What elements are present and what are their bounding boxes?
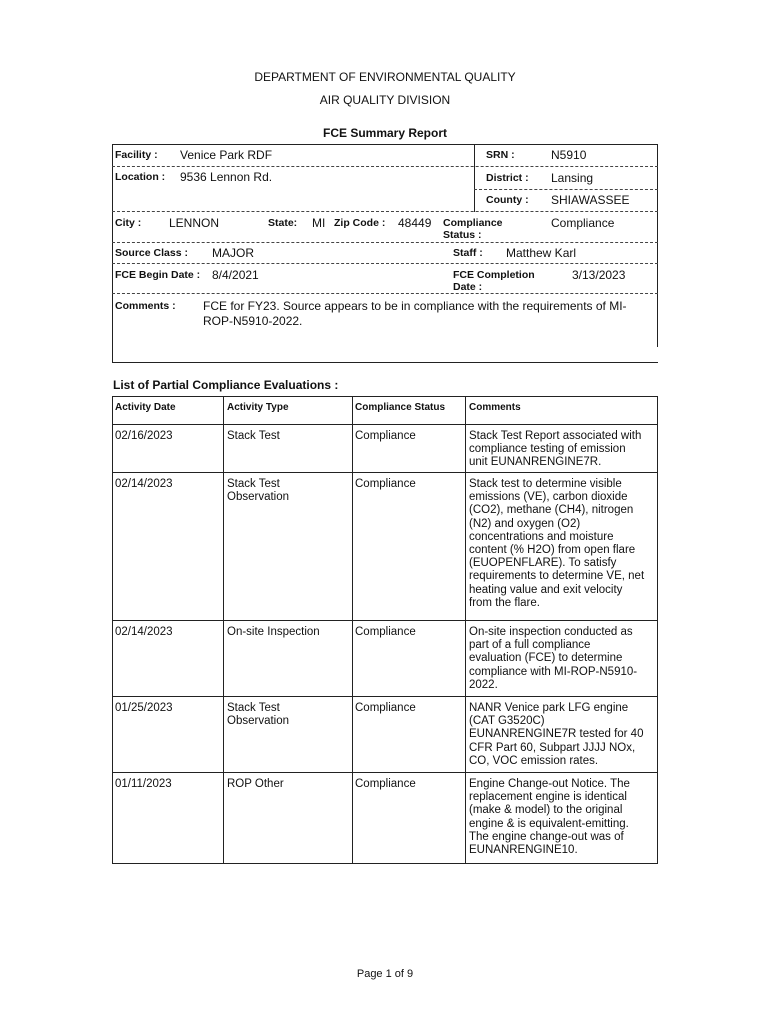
- department-title: DEPARTMENT OF ENVIRONMENTAL QUALITY: [254, 70, 516, 84]
- col-header-activity-date: Activity Date: [115, 402, 176, 413]
- evaluations-section-title: List of Partial Compliance Evaluations :: [113, 378, 339, 392]
- compliance-status: Compliance: [355, 626, 416, 638]
- fce-completion-label: FCE Completion: [453, 269, 535, 281]
- activity-type: On-site Inspection: [227, 626, 320, 638]
- compliance-status-label: Compliance: [443, 217, 503, 229]
- report-title: FCE Summary Report: [322, 126, 448, 140]
- facility-label: Facility :: [115, 149, 158, 161]
- source-class-label: Source Class :: [115, 247, 188, 259]
- state-value: MI: [312, 216, 326, 230]
- comments-label: Comments :: [115, 300, 176, 312]
- activity-date: 02/14/2023: [115, 626, 173, 638]
- activity-type: Stack Test: [227, 430, 280, 442]
- city-label: City :: [115, 217, 142, 229]
- staff-value: Matthew Karl: [506, 246, 577, 260]
- col-header-activity-type: Activity Type: [227, 402, 289, 413]
- col-header-compliance-status: Compliance Status: [355, 402, 446, 413]
- fce-begin-value: 8/4/2021: [212, 268, 259, 282]
- city-value: LENNON: [169, 216, 220, 230]
- activity-date: 02/14/2023: [115, 478, 173, 490]
- compliance-status: Compliance: [355, 702, 416, 714]
- comments-line-2: ROP-N5910-2022.: [203, 314, 303, 328]
- col-header-comments: Comments: [469, 402, 521, 413]
- state-label: State:: [268, 217, 298, 229]
- row-comments: On-site inspection conducted as part of a full compliance evaluation (FCE) to determine compliance with MI-ROP-N5910- 2022.: [469, 626, 638, 691]
- compliance-status: Compliance: [355, 430, 416, 442]
- row-comments: Stack test to determine visible emissions (VE), carbon dioxide (CO2), methane (CH4), nitrogen (N2) and oxygen (O2) concentrations and moisture content (% H2O) from open flare (EUOPENFLARE). To satisfy requirements to determine VE, net heating value and exit velocity from the flare.: [469, 478, 645, 609]
- page-number: Page 1 of 9: [356, 968, 414, 980]
- row-comments: Engine Change-out Notice. The replacement engine is identical (make & model) to the original engine & is equivalent-emitting. The engine change-out was of EUNANRENGINE10.: [469, 778, 630, 857]
- compliance-status-label-line2: Status :: [443, 229, 482, 241]
- fce-begin-label: FCE Begin Date :: [115, 269, 201, 281]
- srn-label: SRN :: [486, 149, 515, 161]
- fce-completion-label-line2: Date :: [453, 281, 483, 293]
- row-comments: NANR Venice park LFG engine (CAT G3520C) EUNANRENGINE7R tested for 40 CFR Part 60, Subpart JJJJ NOx, CO, VOC emission rates.: [469, 702, 644, 767]
- activity-type: Stack Test Observation: [227, 702, 290, 728]
- activity-date: 01/25/2023: [115, 702, 173, 714]
- county-label: County :: [486, 194, 529, 206]
- srn-value: N5910: [551, 148, 587, 162]
- district-label: District :: [486, 172, 529, 184]
- county-value: SHIAWASSEE: [551, 193, 630, 207]
- facility-value: Venice Park RDF: [180, 148, 273, 162]
- activity-type: ROP Other: [227, 778, 284, 790]
- comments-line-1: FCE for FY23. Source appears to be in compliance with the requirements of MI-: [203, 299, 627, 313]
- row-comments: Stack Test Report associated with compliance testing of emission unit EUNANRENGINE7R.: [469, 430, 642, 469]
- zip-label: Zip Code :: [334, 217, 386, 229]
- zip-value: 48449: [398, 216, 432, 230]
- division-title: AIR QUALITY DIVISION: [319, 93, 451, 107]
- staff-label: Staff :: [453, 247, 483, 259]
- compliance-status: Compliance: [355, 778, 416, 790]
- compliance-status-value: Compliance: [551, 216, 615, 230]
- fce-completion-value: 3/13/2023: [572, 268, 626, 282]
- location-label: Location :: [115, 171, 166, 183]
- source-class-value: MAJOR: [212, 246, 254, 260]
- compliance-status: Compliance: [355, 478, 416, 490]
- activity-type: Stack Test Observation: [227, 478, 290, 504]
- district-value: Lansing: [551, 171, 594, 185]
- activity-date: 02/16/2023: [115, 430, 173, 442]
- location-value: 9536 Lennon Rd.: [180, 170, 273, 184]
- activity-date: 01/11/2023: [115, 778, 172, 790]
